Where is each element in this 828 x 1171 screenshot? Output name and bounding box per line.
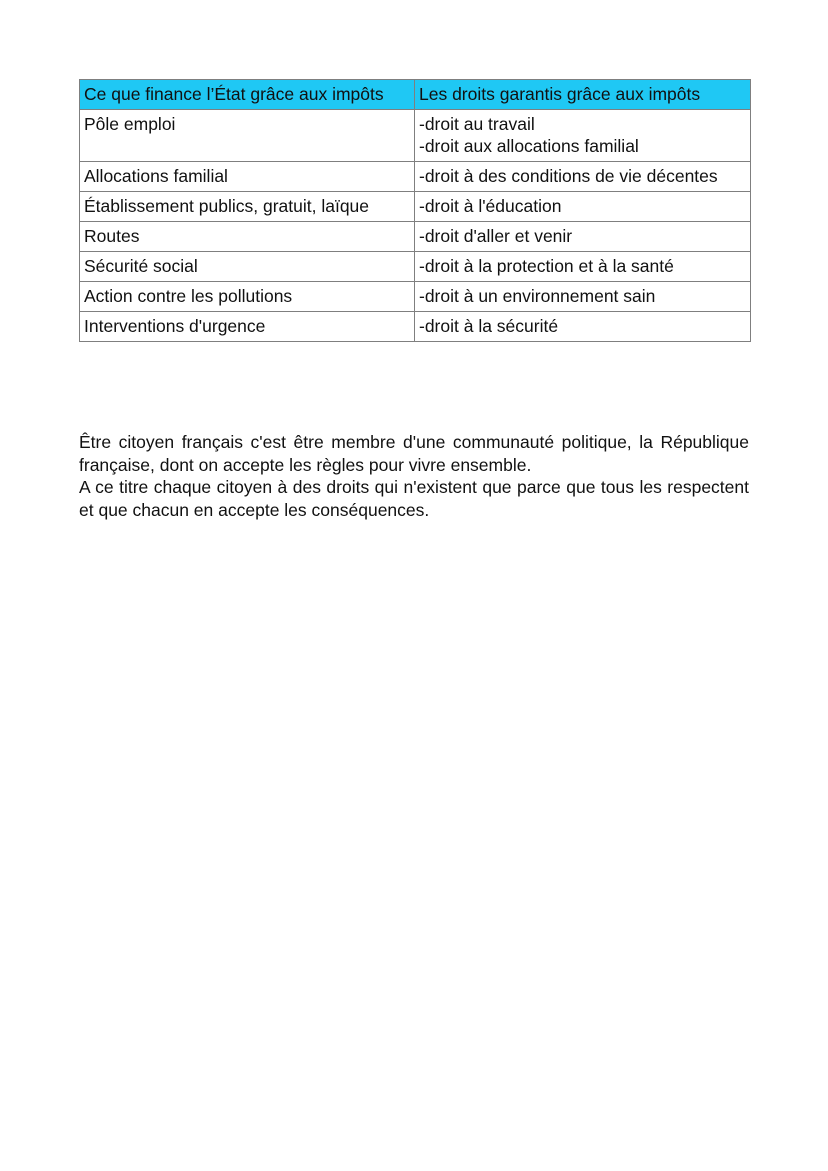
rights-table xyxy=(79,79,751,342)
table-header-row xyxy=(80,80,751,110)
droits-cell xyxy=(415,162,751,192)
table-row xyxy=(80,252,751,282)
finance-cell: Établissement publics, gratuit, laïque xyxy=(80,192,415,222)
droits-cell xyxy=(415,222,751,252)
droit-line: -droit à la sécurité xyxy=(419,316,559,336)
droits-cell xyxy=(415,282,751,312)
paragraph-sentence-2: A ce titre chaque citoyen à des droits qui n'existent que parce que tous les respectent et que chacun en accepte les conséquences. xyxy=(79,477,749,520)
table-row xyxy=(80,222,751,252)
finance-cell: Allocations familial xyxy=(80,162,415,192)
droits-cell xyxy=(415,252,751,282)
table-row xyxy=(80,162,751,192)
header-droits: Les droits garantis grâce aux impôts xyxy=(415,80,751,110)
finance-cell: Pôle emploi xyxy=(80,110,415,162)
droit-line: -droit d'aller et venir xyxy=(419,226,573,246)
droit-line: -droit aux allocations familial xyxy=(419,136,639,156)
droits-cell xyxy=(415,192,751,222)
citizenship-paragraph xyxy=(79,431,749,521)
droit-line: -droit à des conditions de vie décentes xyxy=(419,166,718,186)
table-row xyxy=(80,282,751,312)
droits-cell xyxy=(415,110,751,162)
finance-cell: Action contre les pollutions xyxy=(80,282,415,312)
droit-line: -droit à l'éducation xyxy=(419,196,562,216)
droit-line: -droit au travail xyxy=(419,114,535,134)
droit-line: -droit à un environnement sain xyxy=(419,286,656,306)
finance-cell: Routes xyxy=(80,222,415,252)
header-finance: Ce que finance l’État grâce aux impôts xyxy=(80,80,415,110)
paragraph-sentence-1: Être citoyen français c'est être membre d'une communauté politique, la République française, dont on accepte les règles pour vivre ensemble. xyxy=(79,432,749,475)
finance-cell: Interventions d'urgence xyxy=(80,312,415,342)
table-row xyxy=(80,312,751,342)
finance-cell: Sécurité social xyxy=(80,252,415,282)
droits-cell xyxy=(415,312,751,342)
droit-line: -droit à la protection et à la santé xyxy=(419,256,674,276)
table-row xyxy=(80,192,751,222)
table-row xyxy=(80,110,751,162)
